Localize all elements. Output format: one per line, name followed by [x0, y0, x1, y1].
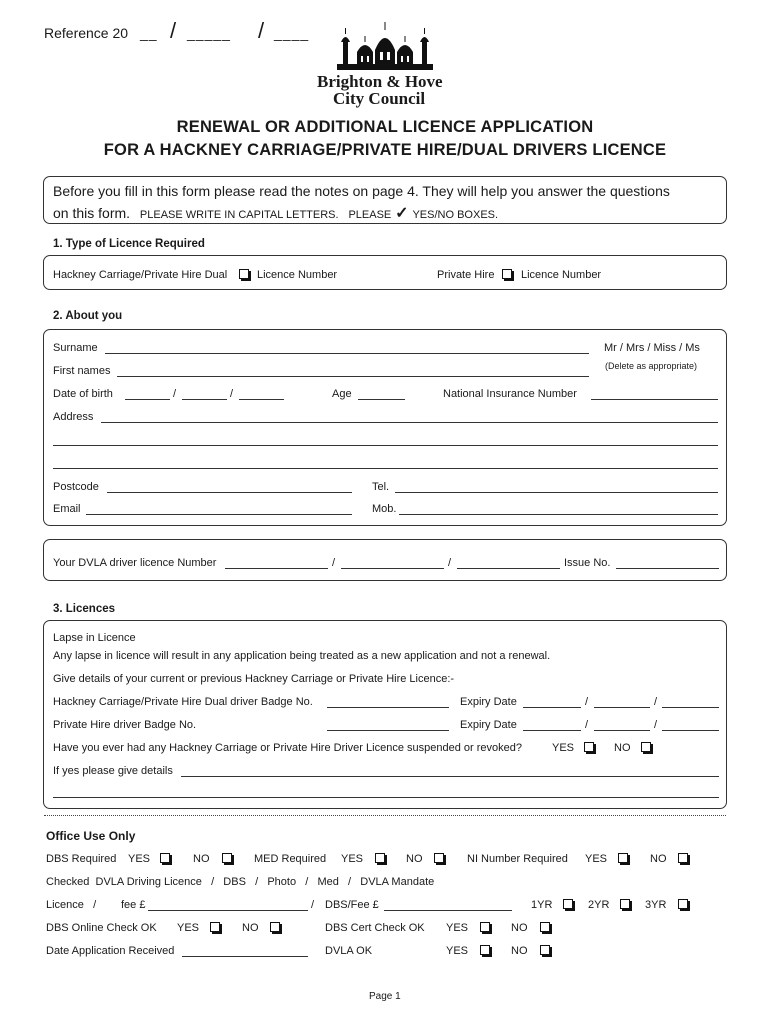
section-2-heading: 2. About you [53, 310, 123, 322]
ph-expiry-label: Expiry Date [460, 719, 517, 731]
reference-year-slot[interactable]: __ [140, 25, 158, 41]
dvla-number-part-2[interactable] [341, 568, 444, 569]
2yr-checkbox[interactable] [620, 899, 630, 909]
no-label: NO [193, 853, 210, 865]
dob-year-field[interactable] [239, 399, 284, 400]
reference-end-slot[interactable]: ____ [274, 25, 310, 41]
suspended-yes-label: YES [552, 742, 575, 754]
if-yes-label: If yes please give details [53, 765, 173, 777]
section-3-box [43, 620, 727, 809]
date-received-field[interactable] [182, 956, 308, 957]
yes-label: YES [177, 922, 200, 934]
fee-label: fee £ [121, 899, 146, 911]
section-2-box [43, 329, 727, 526]
dvla-separator: / [448, 557, 452, 569]
dvla-ok-label: DVLA OK [325, 945, 373, 957]
reference-separator: / [258, 18, 265, 43]
dbs-fee-label: DBS/Fee £ [325, 899, 379, 911]
intro-line-1: Before you fill in this form please read the notes on page 4. They will help you answer the questions [53, 183, 670, 199]
dbs-required-label: DBS Required [46, 853, 117, 865]
ni-required-label: NI Number Required [467, 853, 568, 865]
dual-expiry-day[interactable] [523, 707, 581, 708]
suspended-question: Have you ever had any Hackney Carriage or Private Hire Driver Licence suspended or revoked? [53, 742, 522, 754]
mob-field[interactable] [399, 514, 718, 515]
dual-badge-label: Hackney Carriage/Private Hire Dual driver Badge No. [53, 696, 313, 708]
logo-line-1: Brighton & Hove [317, 72, 443, 91]
address-field-line-3[interactable] [53, 468, 718, 469]
first-names-field[interactable] [117, 376, 589, 377]
dbs-required-no-checkbox[interactable] [222, 853, 232, 863]
email-label: Email [53, 503, 81, 515]
yes-label: YES [446, 922, 469, 934]
age-field[interactable] [358, 399, 405, 400]
suspended-no-label: NO [614, 742, 631, 754]
yes-label: YES [585, 853, 608, 865]
dvla-separator: / [332, 557, 336, 569]
med-required-label: MED Required [254, 853, 327, 865]
dbs-cert-label: DBS Cert Check OK [325, 922, 425, 934]
dual-expiry-label: Expiry Date [460, 696, 517, 708]
section-3-heading: 3. Licences [53, 603, 116, 615]
dvla-label: Your DVLA driver licence Number [53, 557, 217, 569]
dvla-ok-yes-checkbox[interactable] [480, 945, 490, 955]
dbs-cert-no-checkbox[interactable] [540, 922, 550, 932]
page-number: Page 1 [369, 991, 401, 1002]
date-separator: / [654, 696, 658, 708]
if-yes-details-field[interactable] [181, 776, 719, 777]
2yr-label: 2YR [588, 899, 610, 911]
1yr-checkbox[interactable] [563, 899, 573, 909]
ni-required-no-checkbox[interactable] [678, 853, 688, 863]
private-hire-number-label: Licence Number [521, 269, 602, 281]
logo-line-2: City Council [333, 89, 426, 108]
private-hire-checkbox[interactable] [502, 269, 512, 279]
email-field[interactable] [86, 514, 352, 515]
reference-label: Reference 20 [44, 25, 129, 41]
mob-label: Mob. [372, 503, 397, 515]
dual-expiry-year[interactable] [662, 707, 719, 708]
dbs-online-label: DBS Online Check OK [46, 922, 157, 934]
lapse-text: Any lapse in licence will result in any application being treated as a new application and not a renewal. [53, 650, 551, 662]
address-label: Address [53, 411, 94, 423]
ph-badge-label: Private Hire driver Badge No. [53, 719, 197, 731]
age-label: Age [332, 388, 352, 400]
date-received-label: Date Application Received [46, 945, 175, 957]
postcode-label: Postcode [53, 481, 99, 493]
surname-label: Surname [53, 342, 98, 354]
yes-label: YES [128, 853, 151, 865]
first-names-label: First names [53, 365, 111, 377]
dvla-number-part-3[interactable] [457, 568, 560, 569]
dob-separator: / [173, 388, 177, 400]
lapse-title: Lapse in Licence [53, 632, 136, 644]
intro-caps-note: PLEASE WRITE IN CAPITAL LETTERS. [139, 209, 339, 221]
title-options: Mr / Mrs / Miss / Ms [604, 342, 700, 354]
form-title-line-2: FOR A HACKNEY CARRIAGE/PRIVATE HIRE/DUAL DRIVERS LICENCE [103, 141, 667, 159]
dual-licence-checkbox[interactable] [239, 269, 249, 279]
date-separator: / [585, 719, 589, 731]
intro-caps-note: YES/NO BOXES. [412, 209, 499, 221]
no-label: NO [406, 853, 423, 865]
dvla-number-part-1[interactable] [225, 568, 328, 569]
private-hire-label: Private Hire [437, 269, 495, 281]
pavilion-logo-icon [335, 20, 435, 72]
no-label: NO [511, 945, 528, 957]
tel-field[interactable] [395, 492, 718, 493]
med-required-yes-checkbox[interactable] [375, 853, 385, 863]
ph-expiry-year[interactable] [662, 730, 719, 731]
1yr-label: 1YR [531, 899, 553, 911]
suspended-no-checkbox[interactable] [641, 742, 651, 752]
tel-label: Tel. [372, 481, 390, 493]
med-required-no-checkbox[interactable] [434, 853, 444, 863]
date-separator: / [654, 719, 658, 731]
surname-field[interactable] [105, 353, 589, 354]
dbs-online-yes-checkbox[interactable] [210, 922, 220, 932]
address-field-line-1[interactable] [101, 422, 718, 423]
dbs-cert-yes-checkbox[interactable] [480, 922, 490, 932]
dual-licence-number-label: Licence Number [257, 269, 338, 281]
office-heading: Office Use Only [46, 829, 136, 843]
ni-field[interactable] [591, 399, 718, 400]
no-label: NO [650, 853, 667, 865]
address-field-line-2[interactable] [53, 445, 718, 446]
dob-separator: / [230, 388, 234, 400]
ph-expiry-day[interactable] [523, 730, 581, 731]
ni-label: National Insurance Number [443, 388, 577, 400]
dbs-online-no-checkbox[interactable] [270, 922, 280, 932]
dbs-required-yes-checkbox[interactable] [160, 853, 170, 863]
dob-day-field[interactable] [125, 399, 170, 400]
ph-badge-field[interactable] [327, 730, 449, 731]
form-title-line-1: RENEWAL OR ADDITIONAL LICENCE APPLICATION [176, 118, 594, 136]
dbs-fee-field[interactable] [384, 910, 512, 911]
dual-badge-field[interactable] [327, 707, 449, 708]
dob-month-field[interactable] [182, 399, 227, 400]
no-label: NO [242, 922, 259, 934]
dvla-ok-no-checkbox[interactable] [540, 945, 550, 955]
checked-list: Checked DVLA Driving Licence / DBS / Photo / Med / DVLA Mandate [46, 876, 435, 888]
issue-no-label: Issue No. [564, 557, 611, 569]
ni-required-yes-checkbox[interactable] [618, 853, 628, 863]
reference-separator: / [170, 18, 177, 43]
dual-expiry-month[interactable] [594, 707, 650, 708]
yes-label: YES [341, 853, 364, 865]
tick-icon: ✓ [395, 205, 409, 222]
intro-caps-note: PLEASE [348, 209, 392, 221]
intro-text: on this form. [53, 205, 131, 221]
postcode-field[interactable] [107, 492, 352, 493]
dual-licence-label: Hackney Carriage/Private Hire Dual [53, 269, 228, 281]
fee-field[interactable] [148, 910, 308, 911]
issue-no-field[interactable] [616, 568, 719, 569]
reference-middle-slot[interactable]: _____ [187, 25, 231, 41]
dob-label: Date of birth [53, 388, 113, 400]
office-divider [44, 815, 726, 816]
give-details-text: Give details of your current or previous Hackney Carriage or Private Hire Licence:- [53, 673, 455, 685]
3yr-label: 3YR [645, 899, 667, 911]
ph-expiry-month[interactable] [594, 730, 650, 731]
section-1-heading: 1. Type of Licence Required [53, 238, 205, 250]
yes-label: YES [446, 945, 469, 957]
licence-label: Licence / [46, 899, 97, 911]
delete-note: (Delete as appropriate) [605, 361, 698, 371]
3yr-checkbox[interactable] [678, 899, 688, 909]
intro-line-2 [53, 203, 498, 223]
date-separator: / [585, 696, 589, 708]
suspended-yes-checkbox[interactable] [584, 742, 594, 752]
fee-separator: / [311, 899, 315, 911]
if-yes-details-field-2[interactable] [53, 797, 719, 798]
no-label: NO [511, 922, 528, 934]
